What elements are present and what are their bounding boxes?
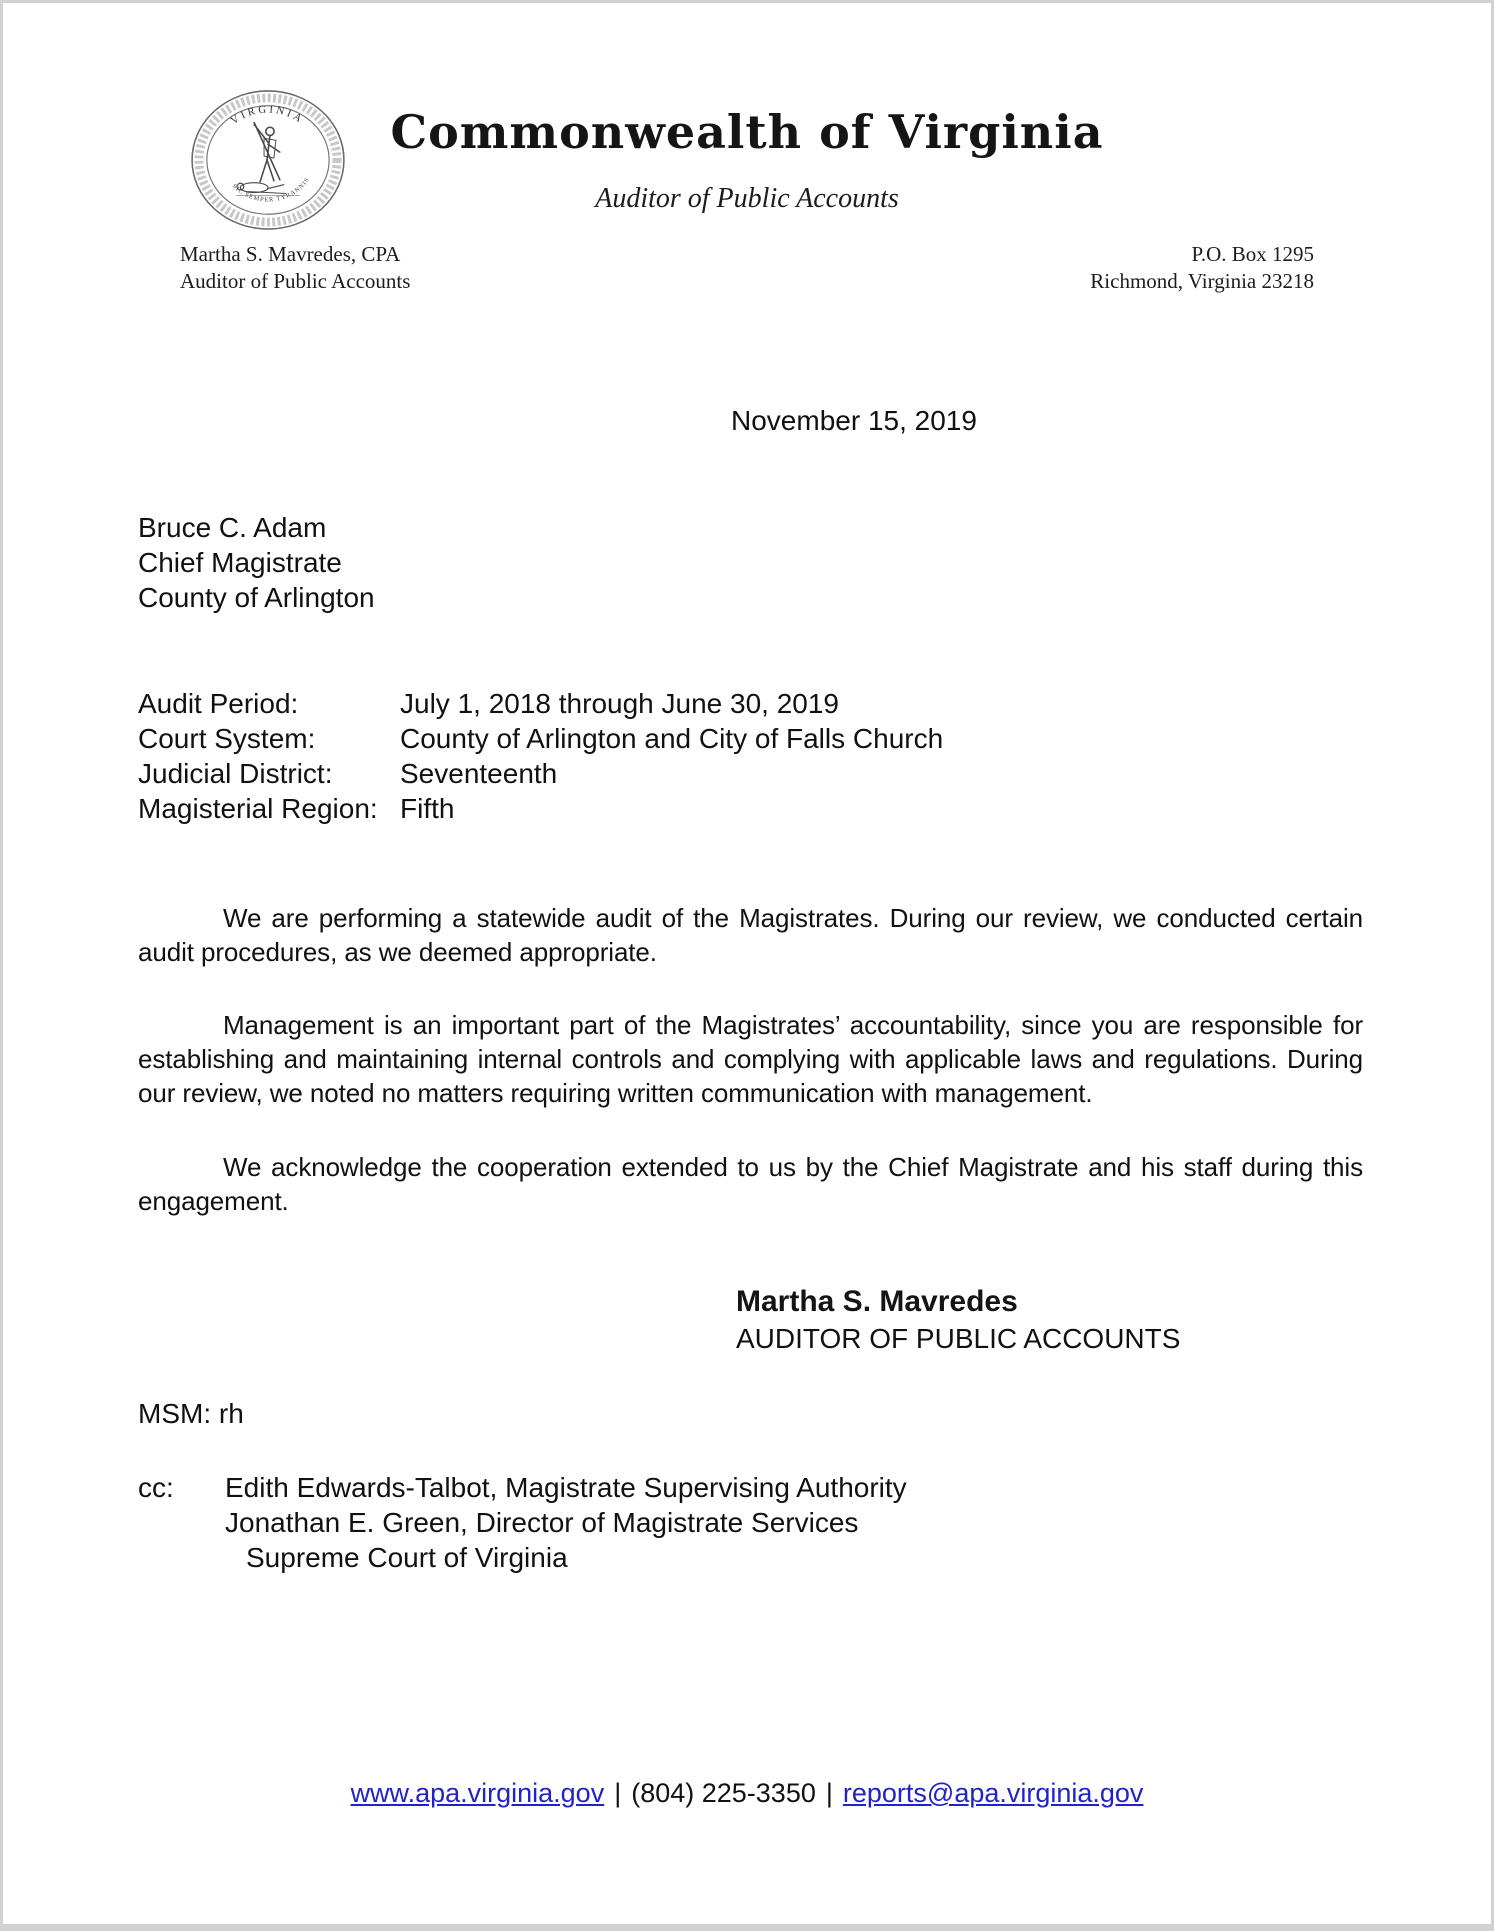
website-link[interactable]: www.apa.virginia.gov	[350, 1778, 605, 1808]
official-name: Martha S. Mavredes, CPA	[180, 242, 401, 266]
letterhead-title: Commonwealth of Virginia	[390, 105, 1104, 159]
address-po-box: P.O. Box 1295	[1191, 242, 1314, 266]
audit-value: Seventeenth	[400, 758, 558, 789]
letter-date: November 15, 2019	[731, 405, 977, 436]
contact-footer	[3, 1778, 1491, 1809]
cc-entries	[225, 1470, 907, 1575]
audit-value: Fifth	[400, 793, 455, 824]
letterhead-subtitle: Auditor of Public Accounts	[595, 183, 899, 214]
signature-name: Martha S. Mavredes	[736, 1285, 1018, 1318]
audit-row	[138, 686, 943, 721]
audit-row	[138, 721, 943, 756]
recipient-block	[138, 510, 375, 615]
audit-label: Audit Period:	[138, 688, 299, 719]
audit-label: Judicial District:	[138, 758, 333, 789]
cc-block	[138, 1470, 907, 1575]
audit-value: July 1, 2018 through June 30, 2019	[400, 688, 840, 719]
body-paragraph: Management is an important part of the Magistrates’ accountability, since you are responsible for establishing and maintaining internal controls and complying with applicable laws and regulations. During our review, we noted no matters requiring written communication with management.	[138, 1010, 1363, 1108]
body-paragraph: We are performing a statewide audit of the Magistrates. During our review, we conducted certain audit procedures, as we deemed appropriate.	[138, 903, 1363, 967]
audit-row	[138, 756, 943, 791]
recipient-title: Chief Magistrate	[138, 547, 342, 578]
office-address-block	[1090, 241, 1314, 295]
audit-row	[138, 791, 943, 826]
reference-initials: MSM: rh	[138, 1398, 244, 1429]
cc-entry: Jonathan E. Green, Director of Magistrate Services	[225, 1507, 859, 1538]
signature-block	[736, 1283, 1180, 1357]
cc-entry: Supreme Court of Virginia	[246, 1542, 568, 1573]
audit-details-table	[138, 686, 943, 826]
seal-top-text: VIRGINIA	[228, 103, 307, 128]
seal-bottom-text: SIC SEMPER TYRANNIS	[230, 176, 312, 204]
address-city: Richmond, Virginia 23218	[1090, 269, 1314, 293]
footer-separator: |	[825, 1778, 833, 1808]
signature-title: AUDITOR OF PUBLIC ACCOUNTS	[736, 1323, 1181, 1354]
official-block	[180, 241, 410, 295]
audit-label: Court System:	[138, 723, 316, 754]
body-paragraph: We acknowledge the cooperation extended to us by the Chief Magistrate and his staff during this engagement.	[138, 1152, 1363, 1216]
official-title: Auditor of Public Accounts	[180, 269, 411, 293]
cc-entry: Edith Edwards-Talbot, Magistrate Supervising Authority	[225, 1472, 907, 1503]
audit-value: County of Arlington and City of Falls Church	[400, 723, 944, 754]
audit-label: Magisterial Region:	[138, 793, 378, 824]
recipient-name: Bruce C. Adam	[138, 512, 327, 543]
cc-label: cc:	[138, 1472, 174, 1503]
recipient-org: County of Arlington	[138, 582, 375, 613]
email-link[interactable]: reports@apa.virginia.gov	[842, 1778, 1144, 1808]
footer-separator: |	[614, 1778, 622, 1808]
phone-number: (804) 225-3350	[631, 1778, 816, 1808]
